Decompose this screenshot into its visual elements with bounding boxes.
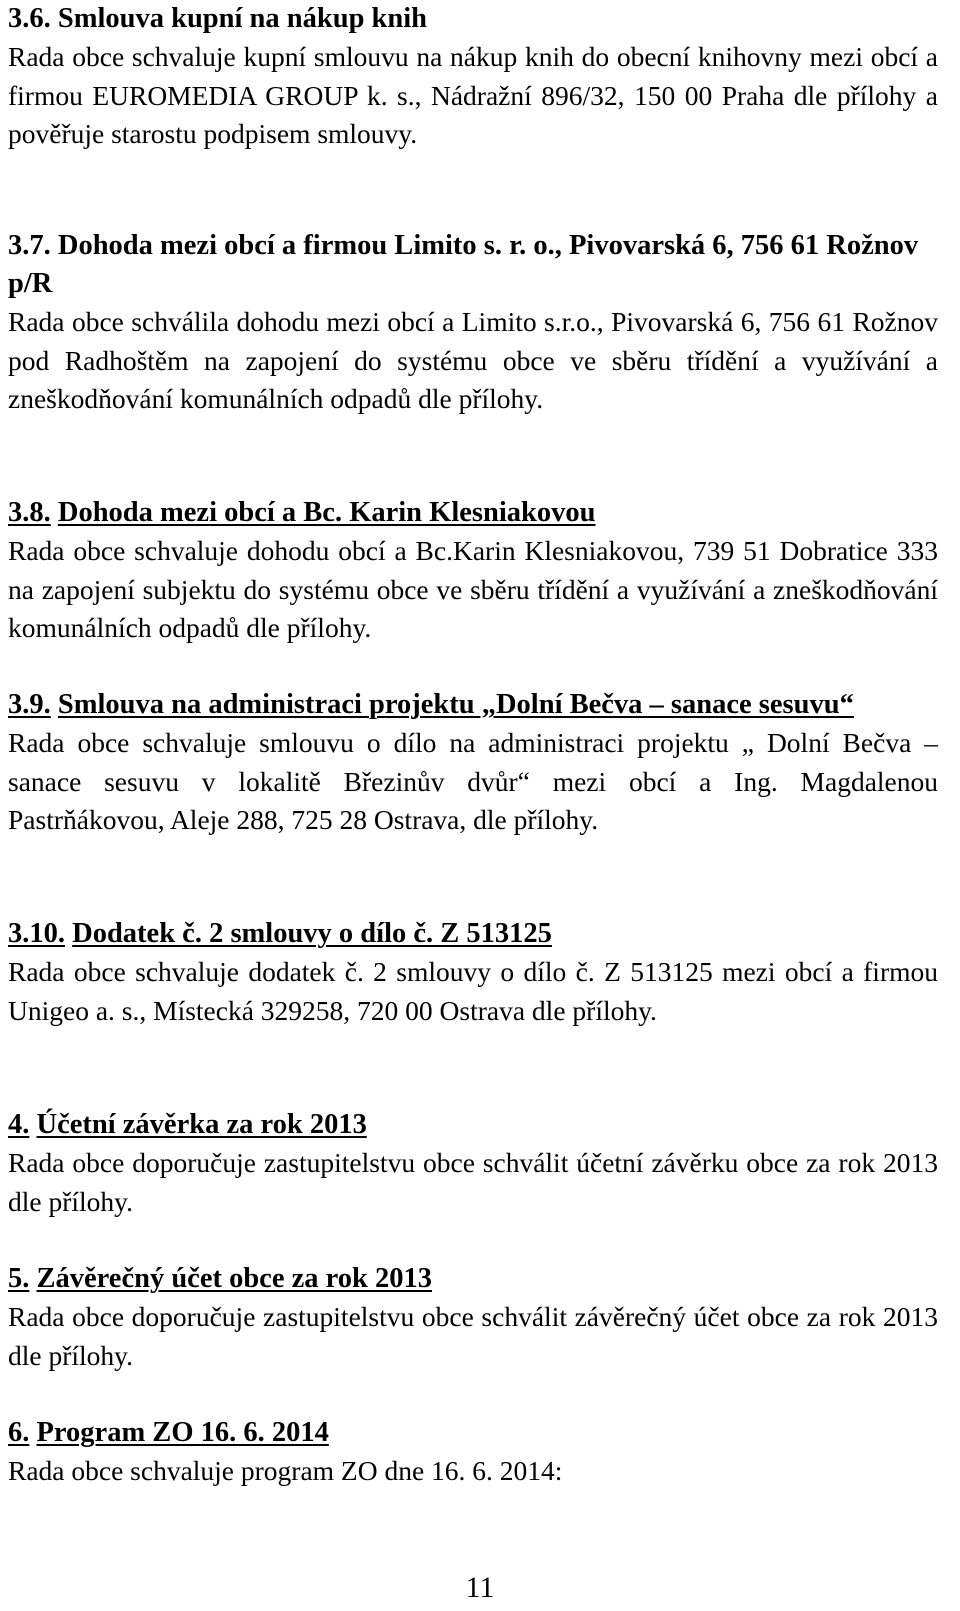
section-title: Dohoda mezi obcí a Bc. Karin Klesniakovou [57, 497, 596, 528]
section-number: 3.6. [8, 3, 51, 34]
section-number: 3.8. [8, 497, 51, 528]
section-number: 3.10. [8, 918, 65, 949]
section-6 [8, 1414, 938, 1491]
section-title: Program ZO 16. 6. 2014 [36, 1417, 329, 1448]
section-number: 4. [8, 1109, 30, 1140]
section-5 [8, 1260, 938, 1375]
section-number: 5. [8, 1263, 30, 1294]
section-body: Rada obce doporučuje zastupitelstvu obce schválit závěrečný účet obce za rok 2013 dle přílohy. [8, 1301, 938, 1371]
section-body: Rada obce doporučuje zastupitelstvu obce schválit účetní závěrku obce za rok 2013 dle přílohy. [8, 1147, 938, 1217]
section-number: 6. [8, 1417, 30, 1448]
section-title: Dodatek č. 2 smlouvy o dílo č. Z 513125 [72, 918, 552, 949]
section-body: Rada obce schvaluje program ZO dne 16. 6. 2014: [8, 1455, 563, 1486]
section-title: Závěrečný účet obce za rok 2013 [36, 1263, 432, 1294]
section-3-8 [8, 494, 938, 648]
section-body: Rada obce schvaluje dodatek č. 2 smlouvy o dílo č. Z 513125 mezi obcí a firmou Unigeo a. s., Místecká 329258, 720 00 Ostrava dle přílohy. [8, 956, 938, 1026]
section-3-7 [8, 227, 938, 419]
section-body: Rada obce schválila dohodu mezi obcí a Limito s.r.o., Pivovarská 6, 756 61 Rožnov pod Radhoštěm na zapojení do systému obce ve sběru třídění a využívání a zneškodňování komunálních odpadů dle přílohy. [8, 306, 938, 414]
section-body: Rada obce schvaluje smlouvu o dílo na administraci projektu „ Dolní Bečva – sanace sesuvu v lokalitě Březinův dvůr“ mezi obcí a Ing. Magdalenou Pastrňákovou, Aleje 288, 725 28 Ostrava, dle přílohy. [8, 727, 938, 835]
section-heading [8, 1260, 938, 1298]
section-heading: 3.7. Dohoda mezi obcí a firmou Limito s. r. o., Pivovarská 6, 756 61 Rožnov p/R [8, 230, 919, 299]
section-heading [8, 915, 938, 953]
section-heading [8, 1106, 938, 1144]
section-heading [8, 0, 938, 38]
section-body: Rada obce schvaluje dohodu obcí a Bc.Karin Klesniakovou, 739 51 Dobratice 333 na zapojení subjektu do systému obce ve sběru třídění a využívání a zneškodňování komunálních odpadů dle přílohy. [8, 535, 938, 643]
section-body: Rada obce schvaluje kupní smlouvu na nákup knih do obecní knihovny mezi obcí a firmou EUROMEDIA GROUP k. s., Nádražní 896/32, 150 00 Praha dle přílohy a pověřuje starostu podpisem smlouvy. [8, 41, 938, 149]
section-heading [8, 494, 938, 532]
section-title: Smlouva kupní na nákup knih [57, 3, 428, 34]
page-number: 11 [465, 1571, 495, 1604]
section-heading [8, 686, 938, 724]
section-heading [8, 1414, 938, 1452]
section-number: 3.9. [8, 689, 51, 720]
section-3-9 [8, 686, 938, 840]
section-4 [8, 1106, 938, 1221]
section-3-6 [8, 0, 938, 154]
section-title: Účetní závěrka za rok 2013 [36, 1109, 367, 1140]
section-3-10 [8, 915, 938, 1030]
section-title: Smlouva na administraci projektu „Dolní Bečva – sanace sesuvu“ [57, 689, 854, 720]
